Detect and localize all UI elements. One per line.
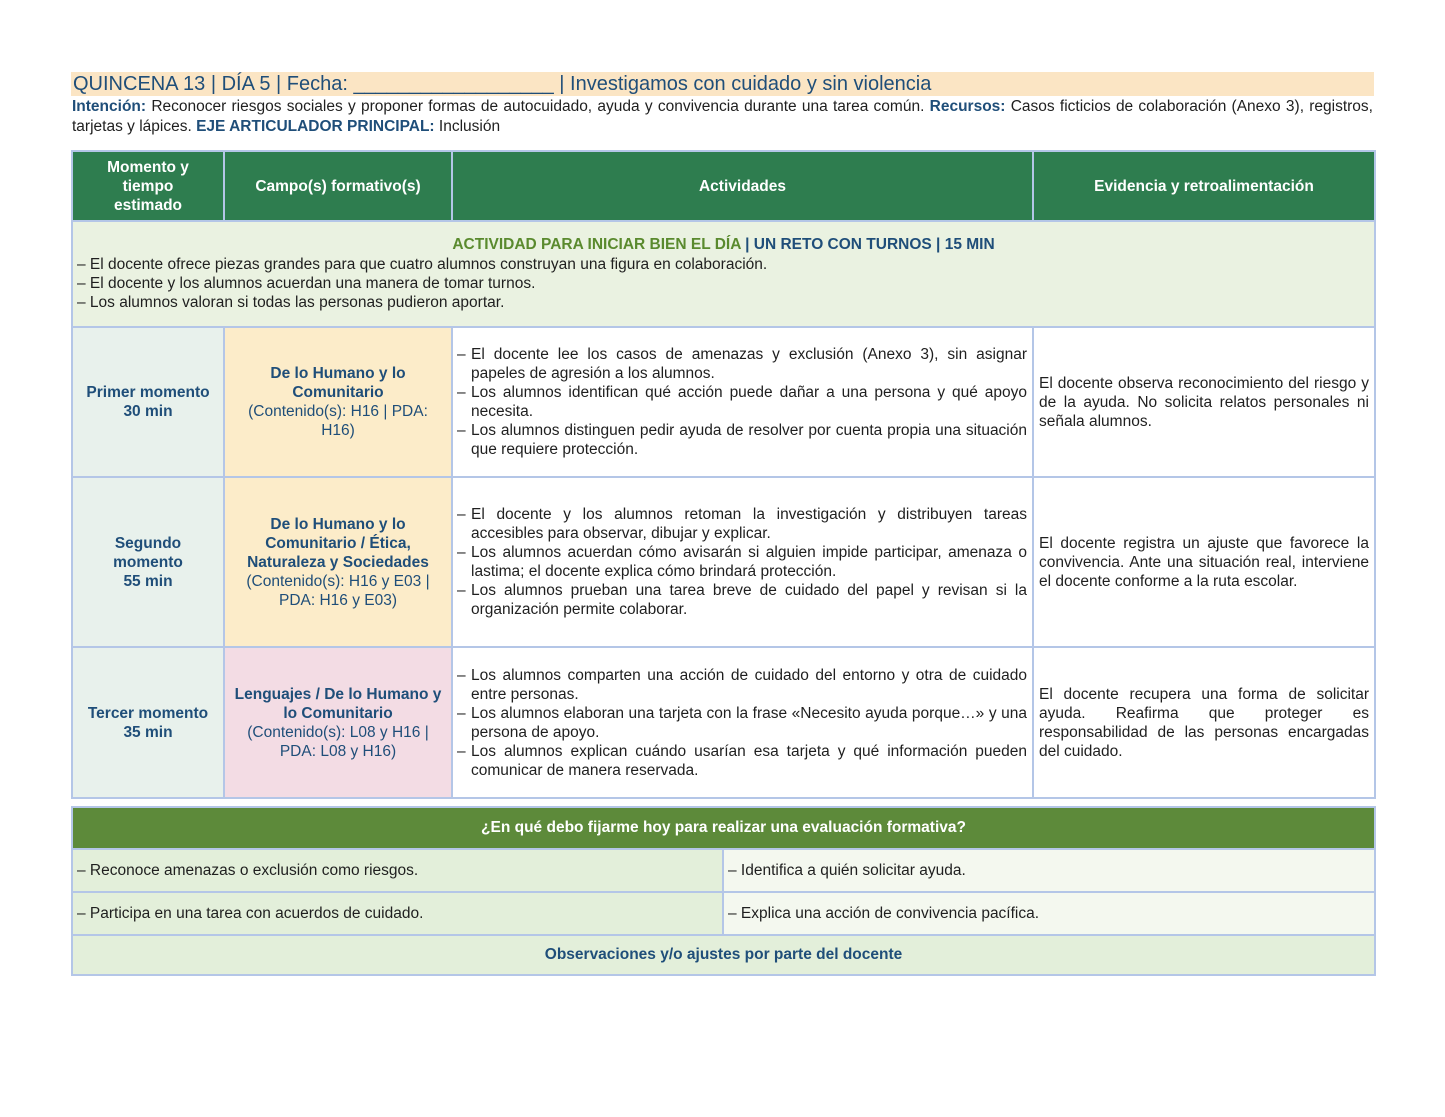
campo-name: De lo Humano y lo Comunitario — [270, 365, 406, 401]
moment-cell — [72, 477, 224, 647]
start-activity-title — [73, 236, 1374, 254]
table-header-row — [72, 151, 1375, 221]
campo-name: De lo Humano y lo Comunitario / Ética, Naturaleza y Sociedades — [247, 515, 429, 571]
evaluation-item: – Identifica a quién solicitar ayuda. — [723, 849, 1375, 892]
campo-contenido: (Contenido(s): L08 y H16 | PDA: L08 y H16) — [247, 723, 429, 760]
start-item: – El docente ofrece piezas grandes para que cuatro alumnos construyan una figura en colaboración. — [77, 256, 768, 273]
table-row — [72, 477, 1375, 647]
campo-cell — [224, 477, 452, 647]
page-title: QUINCENA 13 | DÍA 5 | Fecha: __________________ | Investigamos con cuidado y sin violencia — [71, 72, 1374, 96]
activity-item: – El docente y los alumnos retoman la investigación y distribuyen tareas accesibles para observar, dibujar y explicar. — [457, 506, 1027, 542]
evaluation-item: – Participa en una tarea con acuerdos de cuidado. — [72, 892, 723, 935]
table-row — [72, 647, 1375, 798]
activity-item: – Los alumnos explican cuándo usarían esa tarjeta y qué información pueden comunicar de manera reservada. — [457, 742, 1027, 779]
evaluation-item: – Reconoce amenazas o exclusión como riesgos. — [72, 849, 723, 892]
start-title-dark: | UN RETO CON TURNOS | 15 MIN — [740, 236, 995, 253]
start-item: – El docente y los alumnos acuerdan una manera de tomar turnos. — [77, 275, 536, 292]
activities-cell — [452, 647, 1033, 798]
observations-footer: Observaciones y/o ajustes por parte del docente — [72, 935, 1375, 975]
moment-cell — [72, 327, 224, 477]
evidence-cell: El docente recupera una forma de solicitar ayuda. Reafirma que proteger es responsabilidad de las personas encargadas del cuidado. — [1033, 647, 1375, 798]
moment-time: 35 min — [123, 723, 173, 741]
evaluation-item: – Explica una acción de convivencia pacífica. — [723, 892, 1375, 935]
intencion-text: Reconocer riesgos sociales y proponer formas de autocuidado, ayuda y convivencia durante una tarea común. — [151, 98, 925, 115]
start-activity-row — [72, 221, 1375, 327]
evidence-cell: El docente observa reconocimiento del riesgo y de la ayuda. No solicita relatos personales ni señala alumnos. — [1033, 327, 1375, 477]
lesson-page — [71, 72, 1374, 976]
start-title-green: ACTIVIDAD PARA INICIAR BIEN EL DÍA — [452, 236, 741, 253]
col-header-evidencia: Evidencia y retroalimentación — [1033, 151, 1375, 221]
evidence-cell: El docente registra un ajuste que favorece la convivencia. Ante una situación real, interviene el docente conforme a la ruta escolar. — [1033, 477, 1375, 647]
start-item: – Los alumnos valoran si todas las personas pudieron aportar. — [77, 294, 505, 311]
evaluation-title: ¿En qué debo fijarme hoy para realizar una evaluación formativa? — [72, 807, 1375, 849]
activity-item: – Los alumnos prueban una tarea breve de cuidado del papel y revisan si la organización permite colaborar. — [457, 582, 1027, 618]
col-header-campo: Campo(s) formativo(s) — [224, 151, 452, 221]
activity-item: – Los alumnos identifican qué acción puede dañar a una persona y qué apoyo necesita. — [457, 384, 1027, 420]
eje-text: Inclusión — [438, 117, 501, 135]
moment-time: 55 min — [123, 572, 173, 590]
eje-label: EJE ARTICULADOR PRINCIPAL: — [196, 117, 435, 135]
campo-name: Lenguajes / De lo Humano y lo Comunitario — [234, 685, 442, 722]
moment-label: Segundo momento — [113, 534, 183, 571]
table-row — [72, 327, 1375, 477]
activities-cell — [452, 477, 1033, 647]
moment-label: Tercer momento — [87, 704, 209, 722]
activity-item: – Los alumnos acuerdan cómo avisarán si alguien impide participar, amenaza o lastima; el docente explica cómo brindará protección. — [457, 544, 1027, 580]
intro-paragraph — [71, 97, 1374, 136]
start-activity-cell — [72, 221, 1375, 327]
activity-item: – Los alumnos distinguen pedir ayuda de resolver por cuenta propia una situación que requiere protección. — [457, 422, 1027, 458]
activity-item: – El docente lee los casos de amenazas y exclusión (Anexo 3), sin asignar papeles de agresión a los alumnos. — [457, 346, 1027, 382]
intencion-label: Intención: — [72, 98, 147, 115]
campo-cell — [224, 327, 452, 477]
activity-item: – Los alumnos elaboran una tarjeta con la frase «Necesito ayuda porque…» y una persona de apoyo. — [457, 704, 1027, 741]
activity-item: – Los alumnos comparten una acción de cuidado del entorno y otra de cuidado entre personas. — [457, 666, 1027, 703]
evaluation-table — [71, 806, 1376, 976]
campo-contenido: (Contenido(s): H16 | PDA: H16) — [248, 403, 428, 439]
col-header-actividades: Actividades — [452, 151, 1033, 221]
col-header-momento: Momento y tiempo estimado — [72, 151, 224, 221]
recursos-label: Recursos: — [929, 98, 1006, 115]
moment-cell — [72, 647, 224, 798]
activities-table — [71, 150, 1376, 799]
moment-time: 30 min — [123, 403, 173, 420]
recursos-text: Casos ficticios de colaboración (Anexo 3), registros, tarjetas y lápices. — [72, 98, 1373, 135]
moment-label: Primer momento — [86, 384, 210, 401]
campo-cell — [224, 647, 452, 798]
activities-cell — [452, 327, 1033, 477]
campo-contenido: (Contenido(s): H16 y E03 | PDA: H16 y E03) — [246, 572, 430, 609]
